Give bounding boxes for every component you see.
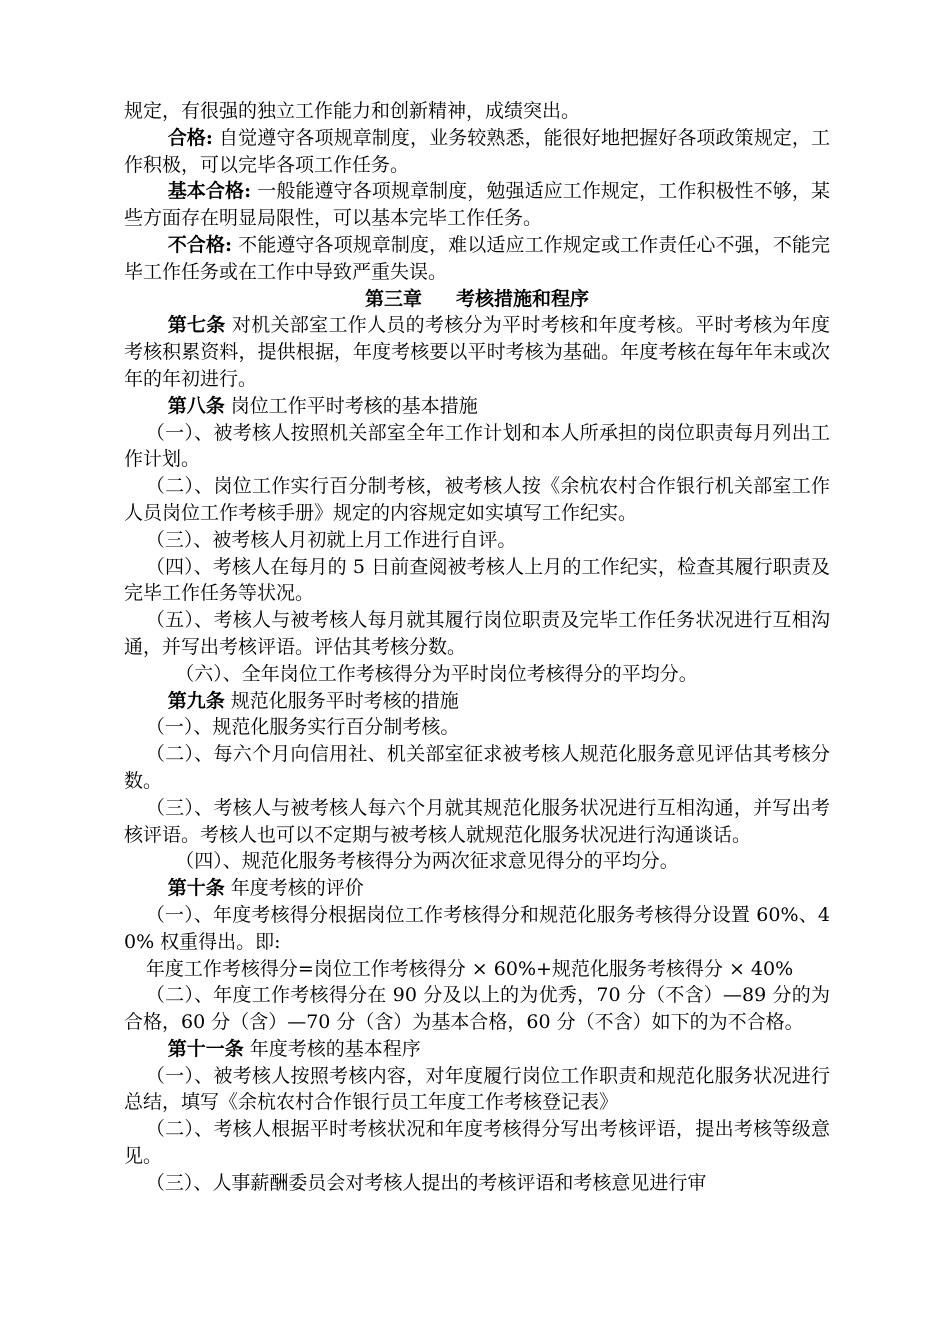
paragraph-text: 一般能遵守各项规章制度，勉强适应工作规定，工作积极性不够，某些方面存在明显局限性，可以基本完毕工作任务。 bbox=[124, 180, 831, 230]
article-11-heading bbox=[124, 1036, 830, 1063]
paragraph-hege bbox=[124, 125, 830, 179]
term-label: 基本合格: bbox=[167, 180, 252, 203]
article-10-heading bbox=[124, 875, 830, 902]
article-8-item-3: （三）、被考核人月初就上月工作进行自评。 bbox=[145, 528, 517, 551]
chapter-number: 第三章 bbox=[364, 287, 422, 310]
article-8-heading bbox=[124, 393, 830, 420]
paragraph-text: 规定，有很强的独立工作能力和创新精神，成绩突出。 bbox=[124, 100, 581, 122]
article-10-item-1: （一）、年度考核得分根据岗位工作考核得分和规范化服务考核得分设置 60%、40% 权重得出。即: bbox=[124, 903, 830, 953]
article-9-item-3: （三）、考核人与被考核人每六个月就其规范化服务状况进行互相沟通，并写出考核评语。考核人也可以不定期与被考核人就规范化服务状况进行沟通谈话。 bbox=[124, 796, 830, 846]
document-page bbox=[124, 98, 830, 1197]
article-8-item-4: （四）、考核人在每月的 5 日前查阅被考核人上月的工作纪实，检查其履行职责及完毕工作任务等状况。 bbox=[124, 555, 830, 605]
paragraph-jiben-hege bbox=[124, 178, 830, 232]
article-11-item-1: （一）、被考核人按照考核内容，对年度履行岗位工作职责和规范化服务状况进行总结，填写《余杭农村合作银行员工年度工作考核登记表》 bbox=[124, 1064, 830, 1114]
article-text: 年度考核的基本程序 bbox=[243, 1037, 421, 1060]
article-text: 规范化服务平时考核的措施 bbox=[224, 689, 459, 712]
article-10-item-2: （二）、年度工作考核得分在 90 分及以上的为优秀，70 分（不含）—89 分的为合格，60 分（含）—70 分（含）为基本合格，60 分（不含）如下的为不合格。 bbox=[124, 984, 830, 1034]
article-8-item-2: （二）、岗位工作实行百分制考核，被考核人按《余杭农村合作银行机关部室工作人员岗位工作考核手册》规定的内容规定如实填写工作纪实。 bbox=[124, 475, 830, 524]
article-10-formula: 年度工作考核得分=岗位工作考核得分 × 60%+规范化服务考核得分 × 40% bbox=[145, 957, 794, 980]
article-label: 第十条 bbox=[167, 877, 225, 900]
term-label: 合格: bbox=[167, 126, 213, 149]
article-9-item-1: （一）、规范化服务实行百分制考核。 bbox=[145, 716, 460, 739]
term-label: 不合格: bbox=[167, 233, 232, 256]
article-11-item-2: （二）、考核人根据平时考核状况和年度考核得分写出考核评语，提出考核等级意见。 bbox=[124, 1118, 830, 1168]
paragraph-continuation bbox=[124, 98, 830, 125]
article-9-heading bbox=[124, 688, 830, 715]
article-label: 第七条 bbox=[167, 314, 226, 337]
paragraph-text: 自觉遵守各项规章制度，业务较熟悉，能很好地把握好各项政策规定，工作积极，可以完毕各项工作任务。 bbox=[124, 126, 831, 176]
article-7 bbox=[124, 312, 830, 392]
paragraph-buhege bbox=[124, 232, 830, 286]
article-text: 岗位工作平时考核的基本措施 bbox=[224, 394, 478, 417]
paragraph-text: 不能遵守各项规章制度，难以适应工作规定或工作责任心不强，不能完毕工作任务或在工作中导致严重失误。 bbox=[124, 233, 831, 283]
article-label: 第十一条 bbox=[167, 1037, 244, 1060]
article-9-item-2: （二）、每六个月向信用社、机关部室征求被考核人规范化服务意见评估其考核分数。 bbox=[124, 743, 830, 792]
article-label: 第九条 bbox=[167, 689, 225, 712]
article-label: 第八条 bbox=[167, 394, 225, 417]
article-11-item-3: （三）、人事薪酬委员会对考核人提出的考核评语和考核意见进行审 bbox=[145, 1171, 707, 1194]
article-text: 年度考核的评价 bbox=[224, 877, 364, 900]
chapter-title: 考核措施和程序 bbox=[456, 287, 590, 310]
article-9-item-4: （四）、规范化服务考核得分为两次征求意见得分的平均分。 bbox=[175, 850, 679, 873]
article-8-item-1: （一）、被考核人按照机关部室全年工作计划和本人所承担的岗位职责每月列出工作计划。 bbox=[124, 421, 830, 471]
chapter-heading bbox=[124, 286, 830, 313]
article-8-item-5: （五）、考核人与被考核人每月就其履行岗位职责及完毕工作任务状况进行互相沟通，并写出考核评语。评估其考核分数。 bbox=[124, 609, 830, 658]
article-8-item-6: （六）、全年岗位工作考核得分为平时岗位考核得分的平均分。 bbox=[175, 662, 698, 685]
article-text: 对机关部室工作人员的考核分为平时考核和年度考核。平时考核为年度考核积累资料，提供根据，年度考核要以平时考核为基础。年度考核在每年年末或次年的年初进行。 bbox=[124, 314, 830, 390]
